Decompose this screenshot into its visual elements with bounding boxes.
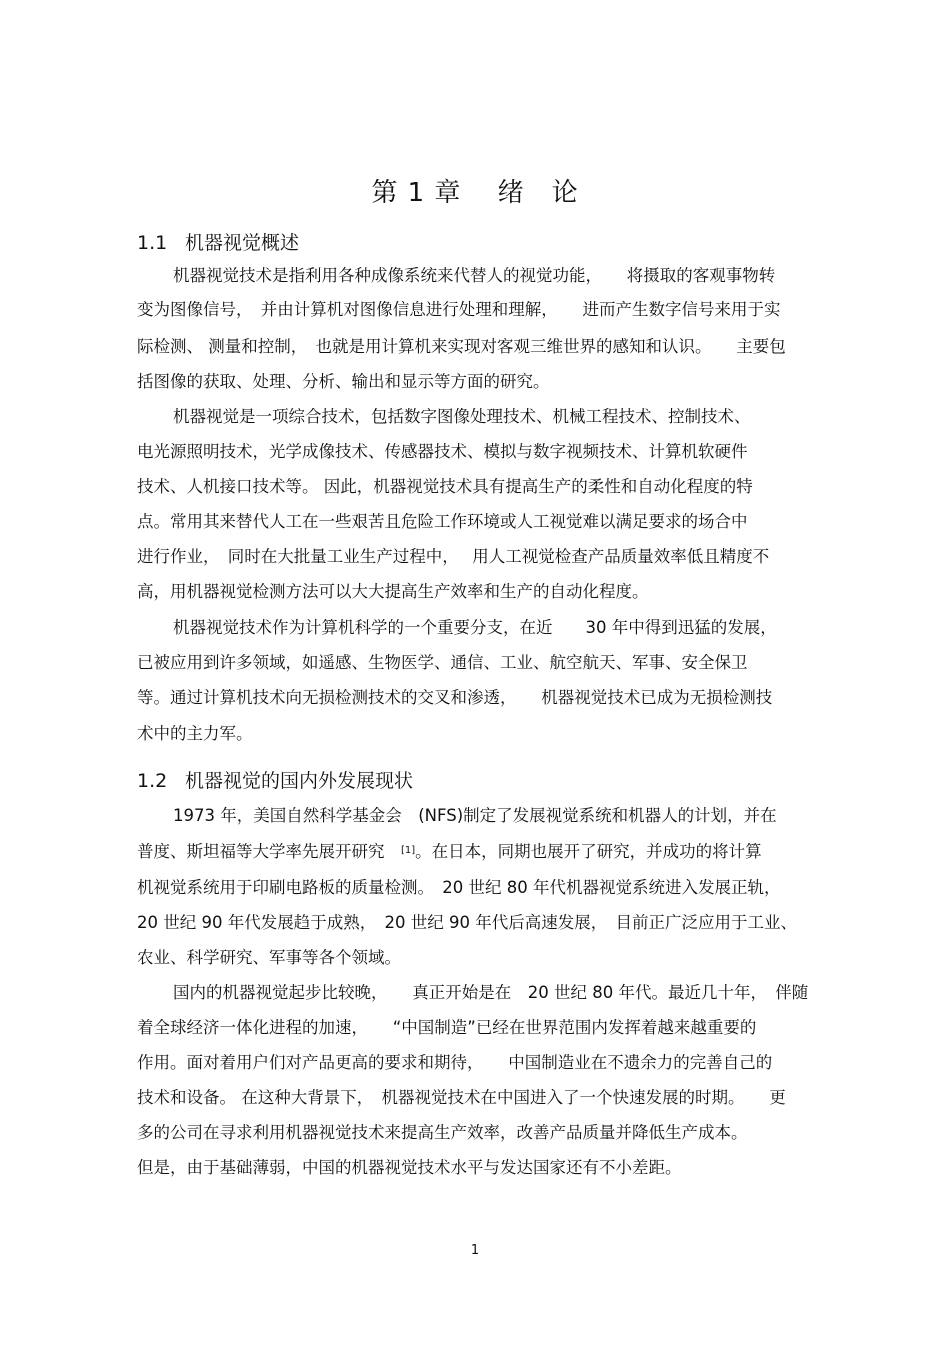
paragraph-line: 多的公司在寻求利用机器视觉技术来提高生产效率，改善产品质量并降低生产成本。 bbox=[137, 1123, 748, 1142]
paragraph-line: 点。常用其来替代人工在一些艰苦且危险工作环境或人工视觉难以满足要求的场合中 bbox=[137, 512, 748, 531]
paragraph-line bbox=[137, 844, 762, 861]
paragraph-line: 等。通过计算机技术向无损检测技术的交叉和渗透， 机器视觉技术已成为无损检测技 bbox=[137, 688, 773, 707]
paragraph-line: 变为图像信号， 并由计算机对图像信息进行处理和理解， 进而产生数字信号来用于实 bbox=[137, 300, 781, 319]
paragraph-line: 国内的机器视觉起步比较晚， 真正开始是在 20 世纪 80 年代。最近几十年， 伴随 bbox=[173, 983, 809, 1002]
section-title: 机器视觉的国内外发展现状 bbox=[185, 770, 414, 792]
paragraph-line: 电光源照明技术，光学成像技术、传感器技术、模拟与数字视频技术、计算机软硬件 bbox=[137, 442, 748, 461]
paragraph-line: 农业、科学研究、军事等各个领域。 bbox=[137, 948, 401, 967]
paragraph-line: 着全球经济一体化进程的加速， “中国制造”已经在世界范围内发挥着越来越重要的 bbox=[137, 1018, 757, 1037]
paragraph-line: 机器视觉技术是指利用各种成像系统来代替人的视觉功能， 将摄取的客观事物转 bbox=[173, 266, 776, 285]
section-number: 1.2 bbox=[137, 770, 168, 792]
paragraph-line: 进行作业， 同时在大批量工业生产过程中， 用人工视觉检查产品质量效率低且精度不 bbox=[137, 547, 770, 566]
line-text: 。在日本，同期也展开了研究，并成功的将计算 bbox=[415, 842, 762, 861]
section-heading-1-1 bbox=[137, 228, 299, 255]
page-number: 1 bbox=[470, 1243, 480, 1258]
paragraph-line: 际检测、 测量和控制， 也就是用计算机来实现对客观三维世界的感知和认识。 主要包 bbox=[137, 337, 786, 356]
paragraph-line: 术中的主力军。 bbox=[137, 724, 253, 743]
paragraph-line: 技术、人机接口技术等。 因此，机器视觉技术具有提高生产的柔性和自动化程度的特 bbox=[137, 477, 753, 496]
paragraph-line: 但是，由于基础薄弱，中国的机器视觉技术水平与发达国家还有不小差距。 bbox=[137, 1158, 682, 1177]
section-heading-1-2 bbox=[137, 766, 413, 793]
section-number: 1.1 bbox=[137, 232, 168, 254]
chapter-title: 第 1 章 绪 论 bbox=[371, 178, 579, 208]
line-text: 普度、斯坦福等大学率先展开研究 bbox=[137, 842, 401, 861]
paragraph-line: 机器视觉技术作为计算机科学的一个重要分支，在近 30 年中得到迅猛的发展， bbox=[173, 618, 777, 637]
paragraph-line: 作用。面对着用户们对产品更高的要求和期待， 中国制造业在不遗余力的完善自己的 bbox=[137, 1053, 773, 1072]
paragraph-line: 机器视觉是一项综合技术，包括数字图像处理技术、机械工程技术、控制技术、 bbox=[173, 407, 751, 426]
section-title: 机器视觉概述 bbox=[185, 232, 300, 254]
paragraph-line: 技术和设备。 在这种大背景下， 机器视觉技术在中国进入了一个快速发展的时期。 更 bbox=[137, 1088, 786, 1107]
paragraph-line: 已被应用到许多领域，如遥感、生物医学、通信、工业、航空航天、军事、安全保卫 bbox=[137, 653, 748, 672]
citation: [1] bbox=[401, 845, 416, 856]
paragraph-line: 20 世纪 90 年代发展趋于成熟， 20 世纪 90 年代后高速发展， 目前正广泛应用于工业、 bbox=[137, 913, 797, 932]
paragraph-line: 1973 年，美国自然科学基金会 (NFS)制定了发展视觉系统和机器人的计划，并在 bbox=[173, 806, 777, 825]
paragraph-line: 括图像的获取、处理、分析、输出和显示等方面的研究。 bbox=[137, 372, 550, 391]
paragraph-line: 高，用机器视觉检测方法可以大大提高生产效率和生产的自动化程度。 bbox=[137, 582, 649, 601]
paragraph-line: 机视觉系统用于印刷电路板的质量检测。 20 世纪 80 年代机器视觉系统进入发展正轨， bbox=[137, 878, 781, 897]
